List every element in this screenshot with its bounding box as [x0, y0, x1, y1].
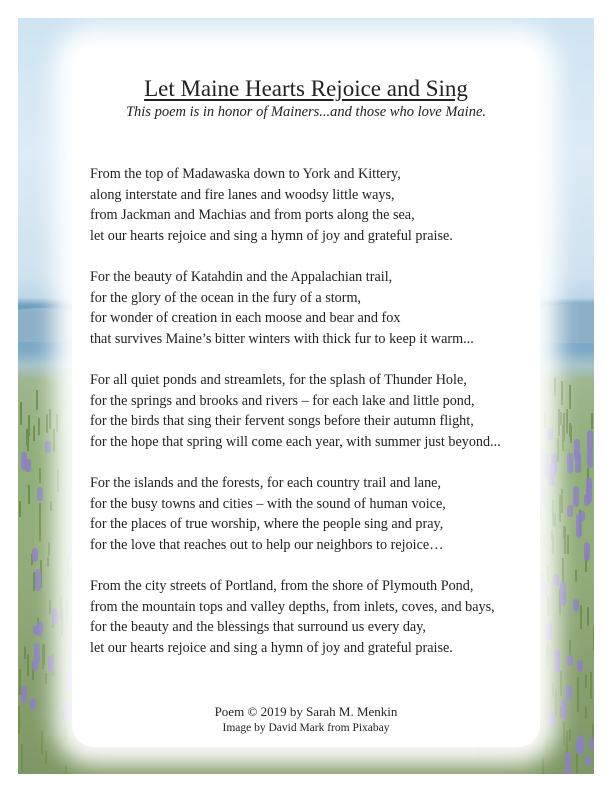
poem-line: that survives Maine’s bitter winters with thick fur to keep it warm...	[90, 330, 474, 347]
poem-title: Let Maine Hearts Rejoice and Sing	[144, 76, 468, 101]
poem-line: From the top of Madawaska down to York and Kittery,	[90, 166, 401, 182]
poem-copyright: Poem © 2019 by Sarah M. Menkin	[214, 704, 398, 719]
poem-line: let our hearts rejoice and sing a hymn of joy and grateful praise.	[90, 639, 453, 656]
poem-line: for the hope that spring will come each year, with summer just beyond...	[90, 433, 501, 450]
poem-line: From the city streets of Portland, from the shore of Plymouth Pond,	[90, 578, 474, 594]
stanza-2	[90, 267, 550, 349]
poem-line: let our hearts rejoice and sing a hymn of joy and grateful praise.	[90, 227, 453, 244]
poem-line: for the beauty and the blessings that surround us every day,	[90, 619, 426, 635]
poem-line: from the mountain tops and valley depths, from inlets, coves, and bays,	[90, 598, 495, 615]
poem-line: For the islands and the forests, for each country trail and lane,	[90, 475, 442, 491]
stanza-4	[90, 473, 550, 555]
poem-line: for the birds that sing their fervent songs before their autumn flight,	[90, 413, 474, 429]
poem-line: for the glory of the ocean in the fury of a storm,	[90, 289, 362, 306]
poem-line: for the springs and brooks and rivers – for each lake and little pond,	[90, 392, 475, 409]
poem-line: For the beauty of Katahdin and the Appalachian trail,	[90, 269, 393, 285]
stanza-1	[90, 164, 550, 246]
poem-line: for the love that reaches out to help our neighbors to rejoice…	[90, 536, 444, 553]
poem-line: for the busy towns and cities – with the sound of human voice,	[90, 495, 446, 512]
poem-line: for wonder of creation in each moose and bear and fox	[90, 310, 401, 326]
stanza-3	[90, 370, 550, 452]
poem-line: for the places of true worship, where the people sing and pray,	[90, 516, 444, 532]
stanza-5	[90, 576, 550, 658]
image-credit: Image by David Mark from Pixabay	[222, 722, 390, 734]
poem-line: For all quiet ponds and streamlets, for the splash of Thunder Hole,	[90, 372, 467, 388]
poem-dedication: This poem is in honor of Mainers...and those who love Maine.	[125, 104, 487, 120]
poem-line: from Jackman and Machias and from ports along the sea,	[90, 207, 415, 223]
poem-line: along interstate and fire lanes and woodsy little ways,	[90, 186, 395, 203]
